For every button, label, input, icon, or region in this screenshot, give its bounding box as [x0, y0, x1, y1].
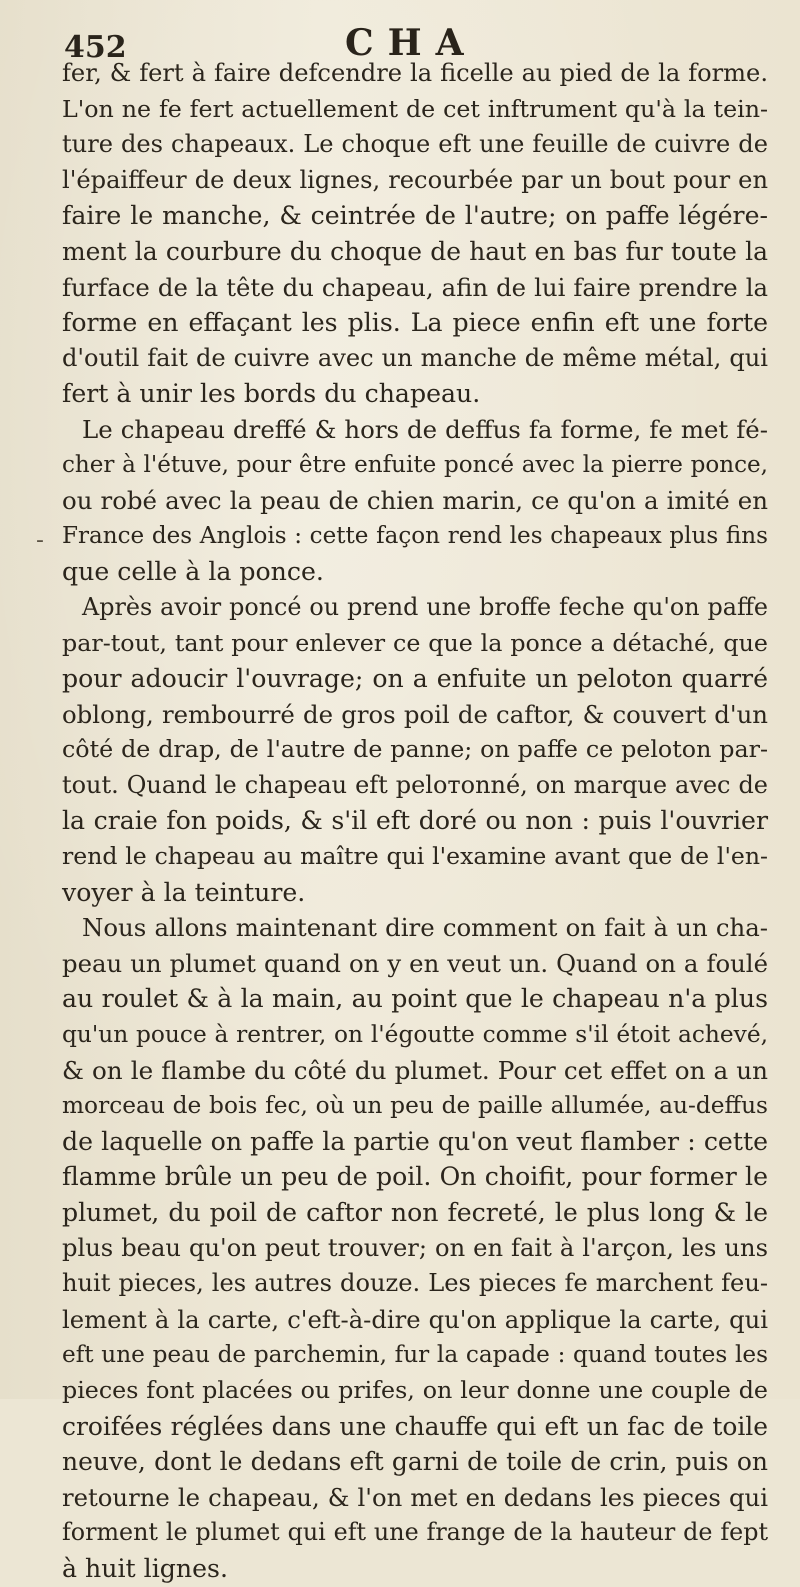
text-line: d'outil fait de cuivre avec un manche de même métal, qui: [62, 343, 768, 372]
text-line: Nous allons maintenant dire comment on fait à un cha-: [82, 913, 768, 943]
text-line: croifées réglées dans une chauffe qui eft un fac de toile: [62, 1411, 768, 1441]
text-line: eft une peau de parchemin, fur la capade : quand toutes les: [62, 1341, 768, 1369]
text-line: fert à unir les bords du chapeau.: [62, 379, 481, 409]
text-line: Le chapeau dreffé & hors de deffus fa forme, fe met fé-: [82, 414, 768, 444]
text-line: Après avoir poncé ou prend une broffe feche qu'on paffe: [82, 592, 768, 621]
text-line: de laquelle on paffe la partie qu'on veut flamber : cette: [62, 1126, 768, 1156]
text-line: L'on ne fe fert actuellement de cet inftrument qu'à la tein-: [62, 94, 768, 123]
text-line: lement à la carte, c'eft-à-dire qu'on applique la carte, qui: [62, 1304, 768, 1334]
text-line: pieces font placées ou prifes, on leur donne une couple de: [62, 1375, 768, 1404]
text-line: voyer à la teinture.: [62, 877, 306, 907]
text-line: forment le plumet qui eft une frange de la hauteur de fept: [62, 1518, 768, 1547]
margin-mark: -: [36, 528, 44, 553]
text-line: retourne le chapeau, & l'on met en dedans les pieces qui: [62, 1482, 768, 1512]
running-head: CHA: [345, 22, 478, 64]
text-line: l'épaiffeur de deux lignes, recourbée par un bout pour en: [62, 165, 768, 194]
text-line: cher à l'étuve, pour être enfuite poncé avec la pierre ponce,: [62, 451, 768, 478]
text-line: par-tout, tant pour enlever ce que la ponce a détaché, que: [62, 628, 768, 657]
text-line: pour adoucir l'ouvrage; on a enfuite un peloton quarré: [62, 664, 768, 694]
text-line: France des Anglois : cette façon rend les chapeaux plus fins: [62, 522, 768, 549]
text-line: tout. Quand le chapeau eft peloтonné, on marque avec de: [62, 770, 768, 799]
text-line: morceau de bois fec, où un peu de paille allumée, au-deffus: [62, 1092, 768, 1120]
text-line: peau un plumet quand on y en veut un. Quand on a foulé: [62, 948, 768, 978]
text-line: & on le flambe du côté du plumet. Pour cet effet on a un: [62, 1055, 768, 1085]
text-line: ou robé avec la peau de chien marin, ce qu'on a imité en: [62, 486, 768, 516]
text-line: plus beau qu'on peut trouver; on en fait à l'arçon, les uns: [62, 1233, 768, 1262]
text-line: que celle à la ponce.: [62, 557, 324, 587]
text-line: oblong, rembourré de gros poil de caftor, & couvert d'un: [62, 699, 768, 729]
text-line: neuve, dont le dedans eft garni de toile de crin, puis on: [62, 1447, 768, 1477]
text-line: flamme brûle un peu de poil. On choifit, pour former le: [62, 1162, 768, 1192]
text-line: qu'un pouce à rentrer, on l'égoutte comme s'il étoit achevé,: [62, 1021, 768, 1049]
text-line: plumet, du poil de caftor non fecreté, le plus long & le: [62, 1198, 768, 1227]
text-line: à huit lignes.: [62, 1553, 228, 1583]
text-line: huit pieces, les autres douze. Les pieces fe marchent feu-: [62, 1269, 768, 1298]
text-line: au roulet & à la main, au point que le chapeau n'a plus: [62, 984, 768, 1014]
body-text: [62, 56, 768, 1587]
page-number: 452: [64, 30, 127, 65]
text-line: la craie fon poids, & s'il eft doré ou non : puis l'ouvrier: [62, 806, 768, 836]
text-line: furface de la tête du chapeau, afin de lui faire prendre la: [62, 272, 768, 302]
text-line: rend le chapeau au maître qui l'examine avant que de l'en-: [62, 842, 768, 871]
text-line: fer, & fert à faire defcendre la ficelle au pied de la forme.: [62, 59, 768, 87]
text-line: ment la courbure du choque de haut en bas fur toute la: [62, 236, 768, 266]
text-line: côté de drap, de l'autre de panne; on paffe ce peloton par-: [62, 735, 768, 764]
text-line: ture des chapeaux. Le choque eft une feuille de cuivre de: [62, 130, 768, 159]
text-line: faire le manche, & ceintrée de l'autre; on paffe légére-: [62, 201, 768, 231]
text-line: forme en effaçant les plis. La piece enfin eft une forte: [62, 308, 768, 338]
